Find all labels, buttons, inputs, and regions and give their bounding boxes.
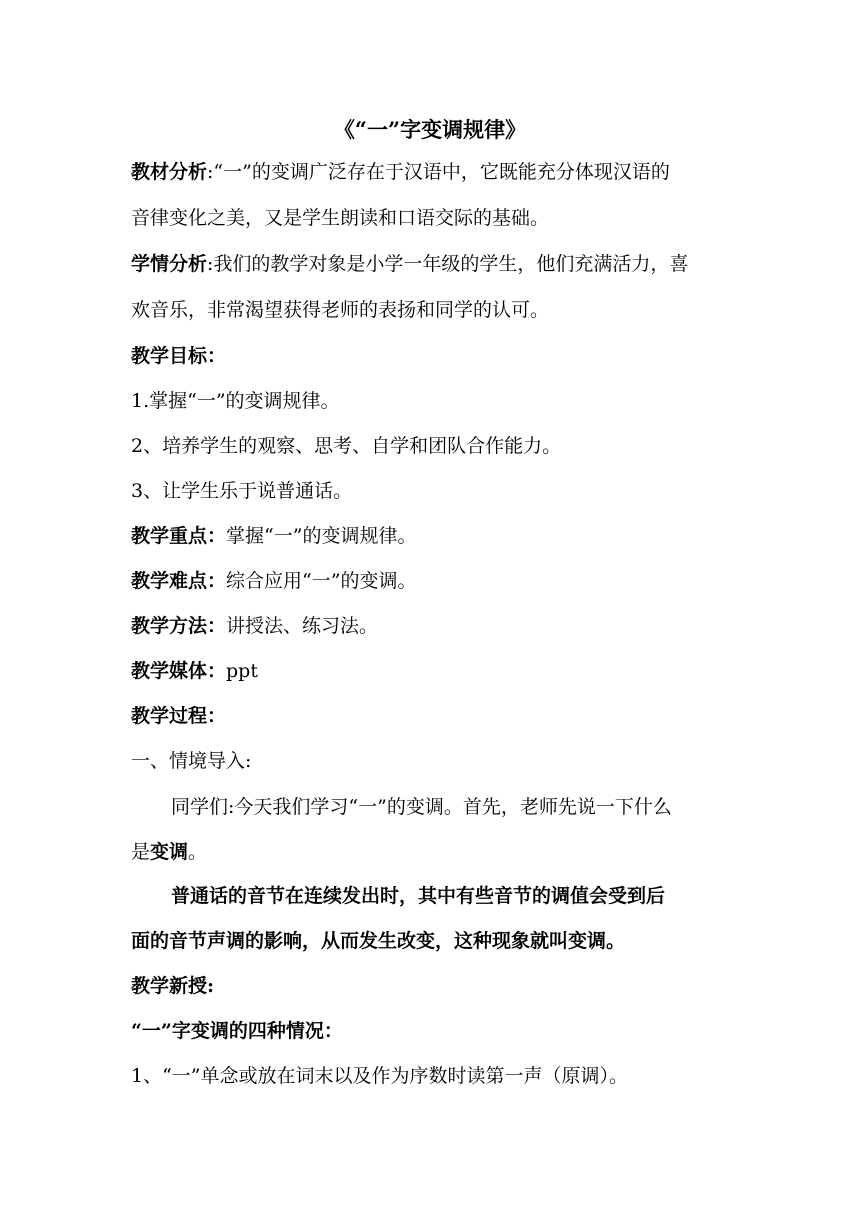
intro-paragraph-line-1: 同学们:今天我们学习“一”的变调。首先，老师先说一下什么 xyxy=(171,796,672,818)
teaching-goals-label: 教学目标： xyxy=(131,345,227,367)
teaching-method-text: 讲授法、练习法。 xyxy=(226,615,379,637)
teaching-key-point xyxy=(131,524,731,548)
document-title: 《“一”字变调规律》 xyxy=(333,117,527,142)
definition-line-1: 普通话的音节在连续发出时，其中有些音节的调值会受到后 xyxy=(171,885,666,907)
definition-line-2: 面的音节声调的影响，从而发生改变，这种现象就叫变调。 xyxy=(131,930,626,952)
goal-item-2: 2、培养学生的观察、思考、自学和团队合作能力。 xyxy=(131,435,562,457)
teaching-media-label: 教学媒体： xyxy=(131,660,227,682)
textbook-analysis-line-1 xyxy=(131,160,731,184)
intro-paragraph-line-2 xyxy=(131,840,731,864)
teaching-difficulty-label: 教学难点： xyxy=(131,570,227,592)
teaching-media xyxy=(131,659,731,683)
case-item-1: 1、“一”单念或放在词末以及作为序数时读第一声（原调）。 xyxy=(131,1065,629,1087)
textbook-analysis-text-1: :“一”的变调广泛存在于汉语中，它既能充分体现汉语的 xyxy=(207,161,670,183)
teaching-key-label: 教学重点： xyxy=(131,525,227,547)
intro-heading: 一、情境导入: xyxy=(131,750,252,772)
teaching-method xyxy=(131,614,731,638)
teaching-method-label: 教学方法： xyxy=(131,615,227,637)
learner-analysis-label: 学情分析 xyxy=(131,253,208,275)
teaching-process-label: 教学过程： xyxy=(131,705,227,727)
learner-analysis-line-1 xyxy=(131,252,731,276)
goal-item-1: 1.掌握“一”的变调规律。 xyxy=(131,390,340,412)
teaching-difficulty-text: 综合应用“一”的变调。 xyxy=(226,570,417,592)
new-lesson-label: 教学新授: xyxy=(131,975,215,997)
learner-analysis-line-2: 欢音乐，非常渴望获得老师的表扬和同学的认可。 xyxy=(131,299,550,321)
textbook-analysis-label: 教材分析 xyxy=(131,161,208,183)
intro-paragraph-text-a: 是 xyxy=(131,841,151,863)
teaching-key-text: 掌握“一”的变调规律。 xyxy=(226,525,417,547)
four-cases-heading: “一”字变调的四种情况： xyxy=(131,1020,343,1042)
teaching-difficulty xyxy=(131,569,731,593)
textbook-analysis-line-2: 音律变化之美，又是学生朗读和口语交际的基础。 xyxy=(131,207,550,229)
learner-analysis-text-1: :我们的教学对象是小学一年级的学生，他们充满活力，喜 xyxy=(207,253,689,275)
teaching-media-text: ppt xyxy=(226,660,258,682)
intro-paragraph-bold-term: 变调 xyxy=(150,841,189,863)
intro-paragraph-text-c: 。 xyxy=(188,841,208,863)
goal-item-3: 3、让学生乐于说普通话。 xyxy=(131,480,353,502)
